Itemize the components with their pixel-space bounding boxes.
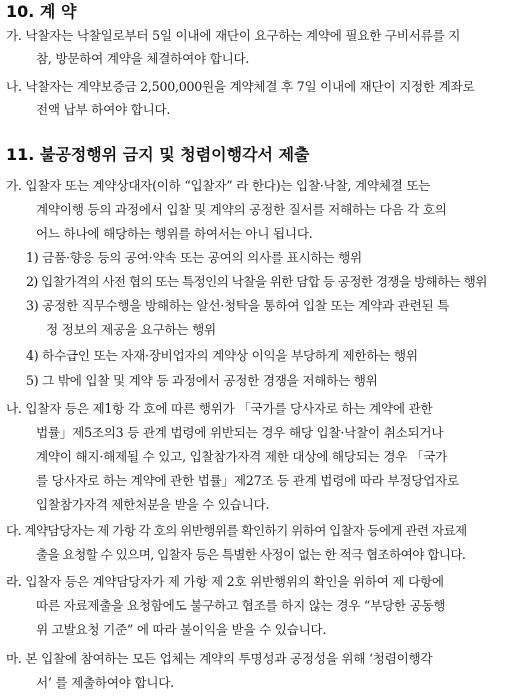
section-11-na-line-5: 입찰참가자격 제한처분을 받을 수 있습니다. <box>36 497 270 512</box>
section-11-na-line-1: 나. 입찰자 등은 제1항 각 호에 따른 행위가 「국가를 당사자로 하는 계약에 관한 <box>6 401 433 416</box>
section-11-ga-line-3: 어느 하나에 해당하는 행위를 하여서는 아니 됩니다. <box>36 226 313 241</box>
section-11-sub-1: 1) 금품·향응 등의 공여·약속 또는 공여의 의사를 표시하는 행위 <box>26 250 362 265</box>
section-11-ma-line-2: 서’ 를 제출하여야 합니다. <box>36 675 174 690</box>
section-11-ra-line-1: 라. 입찰자 등은 계약담당자가 제 가항 제 2호 위반행위의 확인을 위하여 제 다항에 <box>6 574 444 589</box>
section-11-ra-line-2: 따른 자료제출을 요청함에도 불구하고 협조를 하지 않는 경우 “부당한 공동행 <box>36 598 446 613</box>
section-11-ra-line-3: 위 고발요청 기준” 에 따라 불이익을 받을 수 있습니다. <box>36 622 327 637</box>
section-10-item-na-line-2: 전액 납부 하여야 합니다. <box>36 102 171 117</box>
section-10-heading: 10. 계 약 <box>6 2 77 21</box>
section-11-da-line-1: 다. 계약담당자는 제 가항 각 호의 위반행위를 확인하기 위하여 입찰자 등에게 관련 자료제 <box>6 523 467 538</box>
section-11-sub-3-line-2: 정 정보의 제공을 요구하는 행위 <box>46 322 216 337</box>
section-11-na-line-3: 계약이 해지·해제될 수 있고, 입찰참가자격 제한 대상에 해당되는 경우 「국가 <box>36 449 448 464</box>
section-11-heading: 11. 불공정행위 금지 및 청렴이행각서 제출 <box>6 145 310 164</box>
section-11-ga-line-2: 계약이행 등의 과정에서 입찰 및 계약의 공정한 질서를 저해하는 다음 각 호의 <box>36 202 447 217</box>
section-10-item-ga-line-1: 가. 낙찰자는 낙찰일로부터 5일 이내에 재단이 요구하는 계약에 필요한 구비서류를 지 <box>6 28 461 43</box>
section-11-sub-2: 2) 입찰가격의 사전 협의 또는 특정인의 낙찰을 위한 담합 등 공정한 경쟁을 방해하는 행위 <box>26 274 487 289</box>
section-11-na-line-2: 법률」제5조의3 등 관계 법령에 위반되는 경우 해당 입찰·낙찰이 취소되거나 <box>36 425 444 440</box>
section-11-na-line-4: 를 당사자로 하는 계약에 관한 법률」제27조 등 관계 법령에 따라 부정당업자로 <box>36 473 459 488</box>
section-11-da-line-2: 출을 요청할 수 있으며, 입찰자 등은 특별한 사정이 없는 한 적극 협조하여야 합니다. <box>36 547 466 562</box>
section-11-ga-line-1: 가. 입찰자 또는 계약상대자(이하 “입찰자” 라 한다)는 입찰·낙찰, 계약체결 또는 <box>6 178 431 193</box>
section-11-ma-line-1: 마. 본 입찰에 참여하는 모든 업체는 계약의 투명성과 공정성을 위해 ‘청렴이행각 <box>6 651 433 666</box>
section-10-item-ga-line-2: 참, 방문하여 계약을 체결하여야 합니다. <box>36 51 250 66</box>
section-10-item-na-line-1: 나. 낙찰자는 계약보증금 2,500,000원을 계약체결 후 7일 이내에 재단이 지정한 계좌로 <box>6 79 475 94</box>
section-11-sub-4: 4) 하수급인 또는 자재·장비업자의 계약상 이익을 부당하게 제한하는 행위 <box>26 348 418 363</box>
section-11-sub-5: 5) 그 밖에 입찰 및 계약 등 과정에서 공정한 경쟁을 저해하는 행위 <box>26 373 378 388</box>
section-11-sub-3-line-1: 3) 공정한 직무수행을 방해하는 알선·청탁을 통하여 입찰 또는 계약과 관련된 특 <box>26 298 450 313</box>
